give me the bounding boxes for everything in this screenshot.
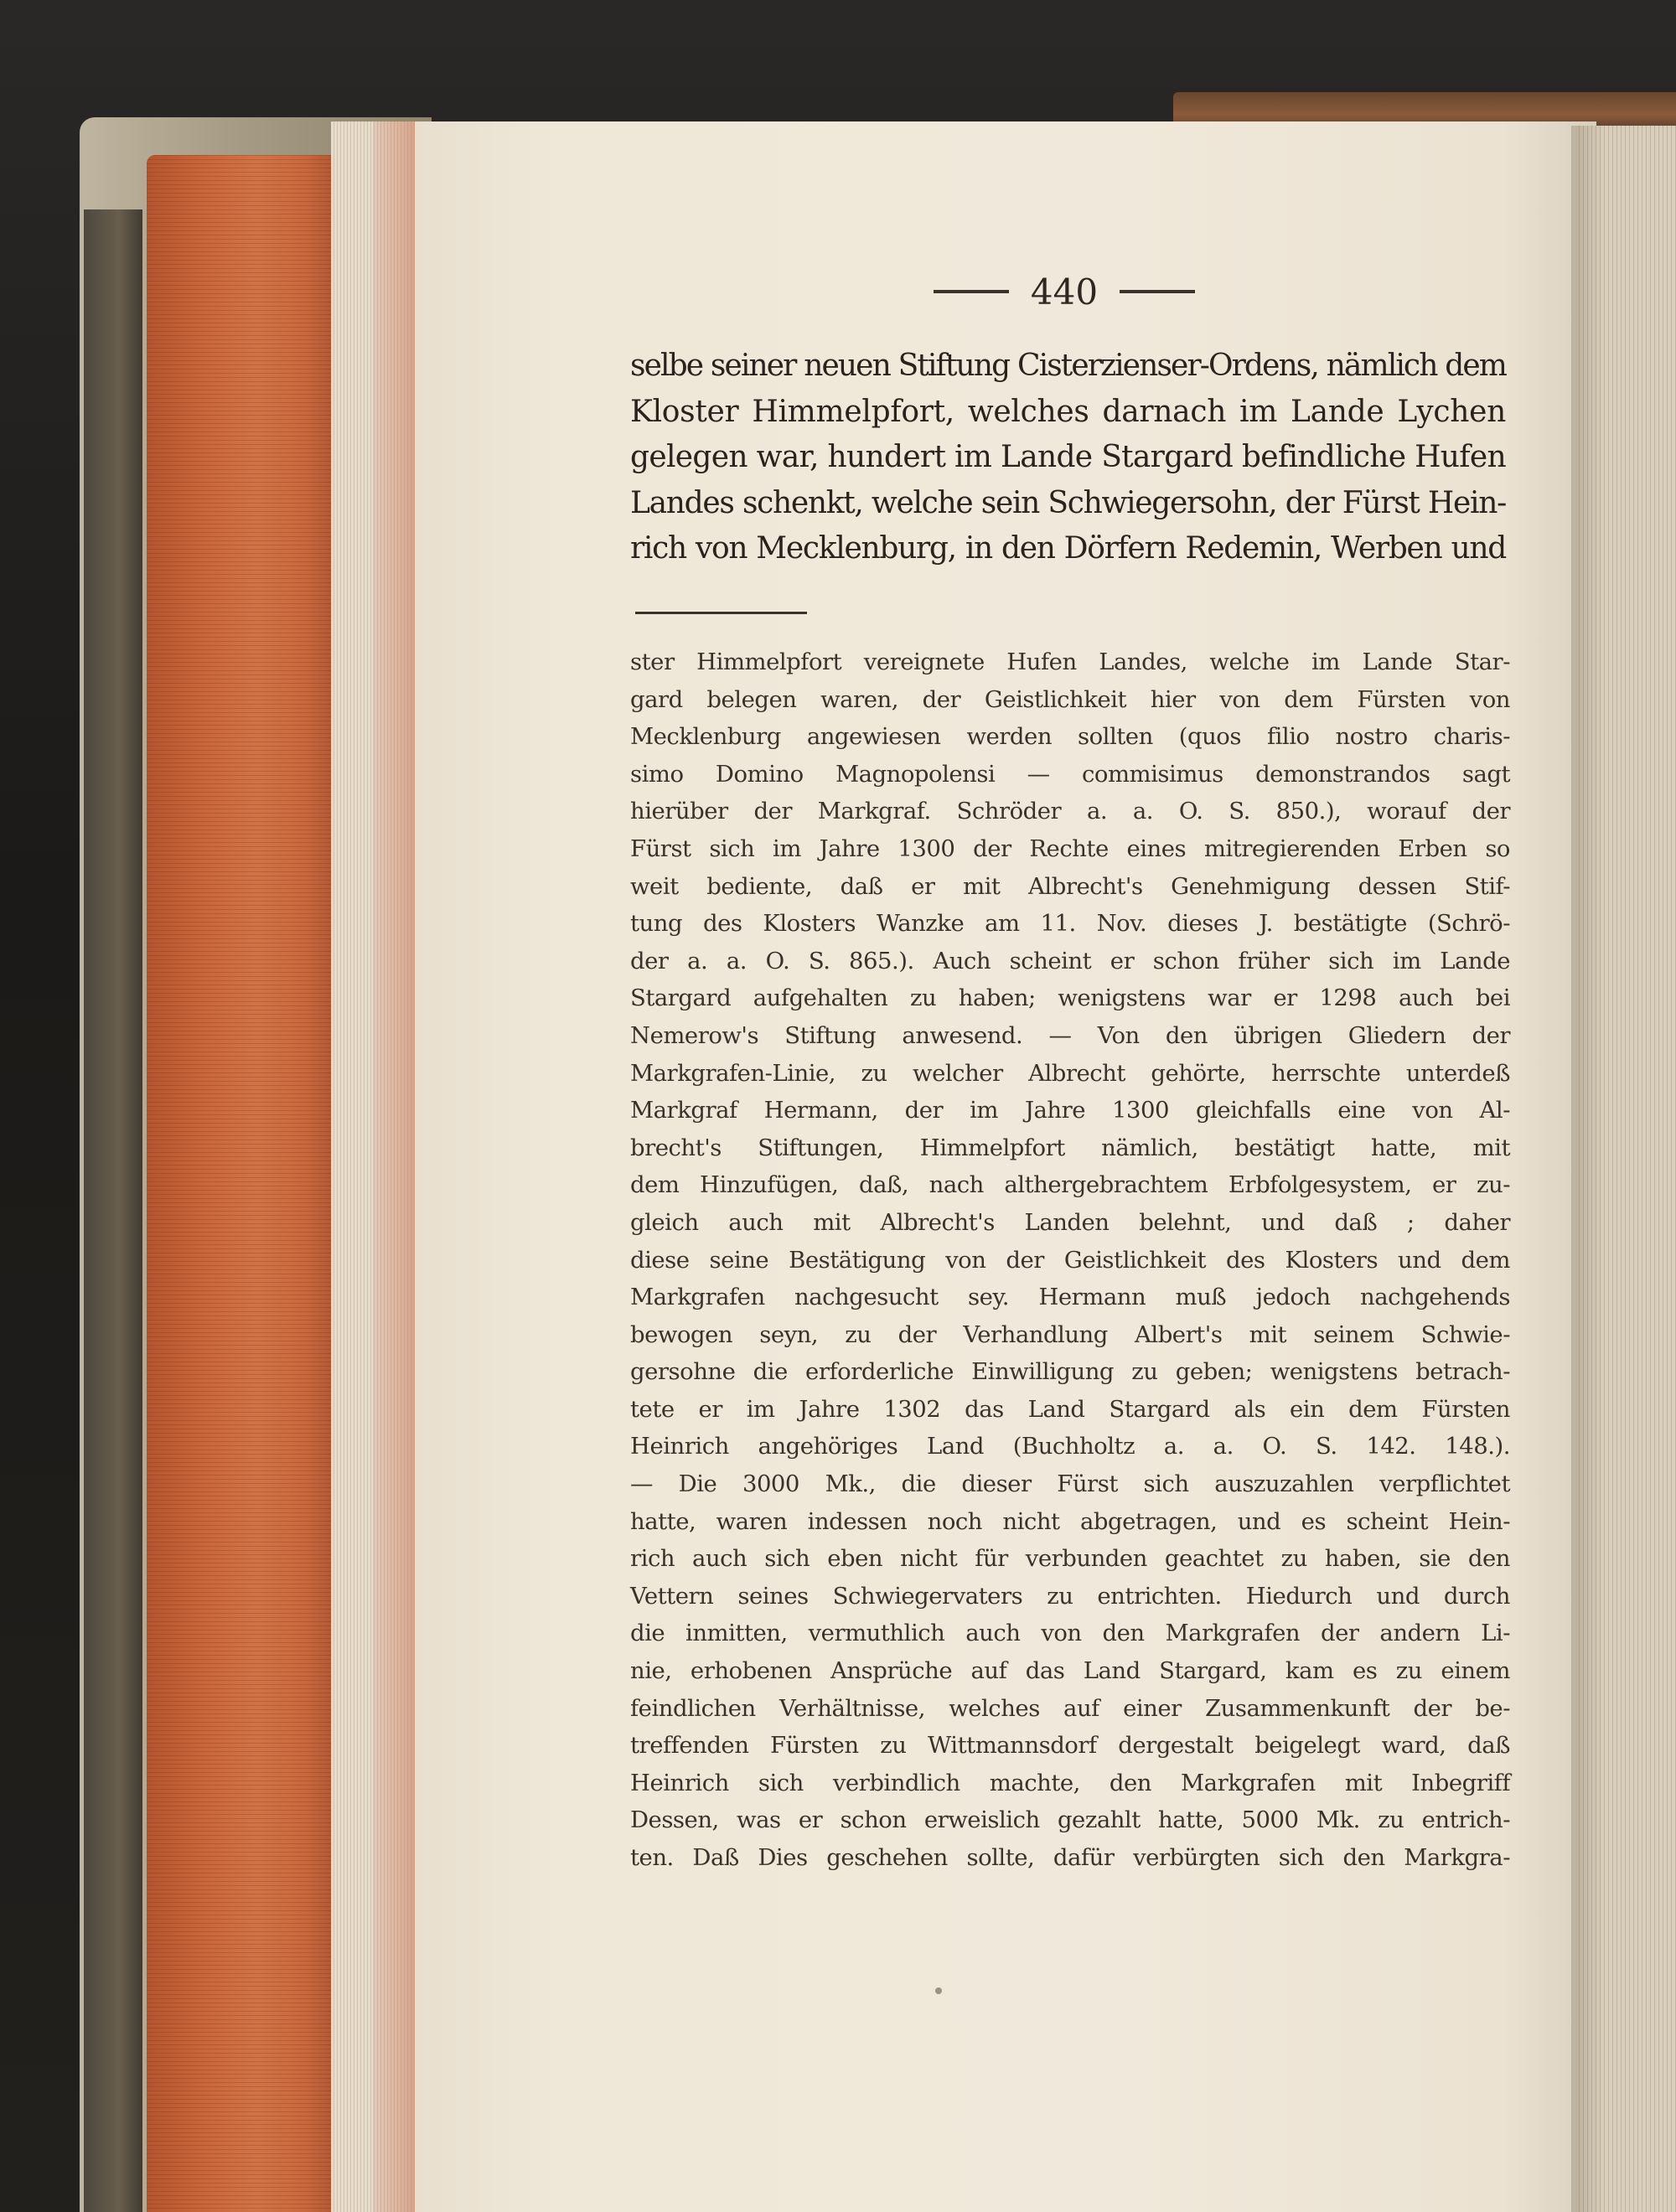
footnote-line: diese seine Bestätigung von der Geistlichkeit des Klosters und dem (630, 1246, 1510, 1274)
footnote-line: gleich auch mit Albrecht's Landen belehnt, und daß ; daher (630, 1208, 1510, 1236)
footnote-line: gard belegen waren, der Geistlichkeit hier von dem Fürsten von (630, 685, 1510, 713)
header-rule-left (934, 290, 1009, 293)
page-header (922, 266, 1207, 317)
footnote-line: Heinrich sich verbindlich machte, den Markgrafen mit Inbegriff (630, 1769, 1510, 1796)
footnote-line: nie, erhobenen Ansprüche auf das Land Stargard, kam es zu einem (630, 1657, 1510, 1685)
footnote-line: hatte, waren indessen noch nicht abgetragen, und es scheint Hein- (630, 1507, 1510, 1535)
header-rule-right (1120, 290, 1195, 293)
paper-spot (935, 1987, 942, 1994)
footnote-line: Markgrafen-Linie, zu welcher Albrecht gehörte, herrschte unterdeß (630, 1059, 1510, 1087)
footnote-line: die inmitten, vermuthlich auch von den Markgrafen der andern Li- (630, 1620, 1510, 1647)
footnote-line: dem Hinzufügen, daß, nach althergebrachtem Erbfolgesystem, er zu- (630, 1171, 1510, 1199)
cover-worn-edge (84, 209, 142, 2212)
footnote-separator (635, 612, 807, 614)
footnote-line: ten. Daß Dies geschehen sollte, dafür verbürgten sich den Markgra- (630, 1844, 1510, 1871)
page-number: 440 (1030, 271, 1099, 313)
main-line: gelegen war, hundert im Lande Stargard befindliche Hufen (630, 440, 1506, 474)
main-line: Kloster Himmelpfort, welches darnach im Lande Lychen (630, 394, 1506, 429)
footnote-line: tete er im Jahre 1302 das Land Stargard als ein dem Fürsten (630, 1395, 1510, 1423)
footnote-line: brecht's Stiftungen, Himmelpfort nämlich, bestätigt hatte, mit (630, 1134, 1510, 1161)
footnote-line: simo Domino Magnopolensi — commisimus demonstrandos sagt (630, 760, 1510, 788)
footnote-line: Nemerow's Stiftung anwesend. — Von den übrigen Gliedern der (630, 1021, 1510, 1049)
footnote-line: Mecklenburg angewiesen werden sollten (quos filio nostro charis- (630, 723, 1510, 751)
footnote-line: Dessen, was er schon erweislich gezahlt hatte, 5000 Mk. zu entrich- (630, 1806, 1510, 1834)
main-line: Landes schenkt, welche sein Schwiegersohn, der Fürst Hein- (630, 485, 1506, 520)
footnote-line: weit bediente, daß er mit Albrecht's Genehmigung dessen Stif- (630, 872, 1510, 900)
footnote-block (630, 643, 1510, 1877)
page-gutter (373, 121, 415, 2212)
footnote-line: der a. a. O. S. 865.). Auch scheint er schon früher sich im Lande (630, 947, 1510, 974)
footnote-line: hierüber der Markgraf. Schröder a. a. O. S. 850.), worauf der (630, 798, 1510, 825)
footnote-line: Markgrafen nachgesucht sey. Hermann muß jedoch nachgehends (630, 1284, 1510, 1311)
right-page-shadow (1571, 126, 1605, 2212)
footnote-line: treffenden Fürsten zu Wittmannsdorf dergestalt beigelegt ward, daß (630, 1732, 1510, 1760)
main-text-block (630, 344, 1506, 572)
footnote-line: rich auch sich eben nicht für verbunden geachtet zu haben, sie den (630, 1545, 1510, 1573)
footnote-line: bewogen seyn, zu der Verhandlung Albert's mit seinem Schwie- (630, 1320, 1510, 1348)
footnote-line: feindlichen Verhältnisse, welches auf einer Zusammenkunft der be- (630, 1694, 1510, 1722)
footnote-line: Heinrich angehöriges Land (Buchholtz a. a. O. S. 142. 148.). (630, 1433, 1510, 1460)
footnote-line: tung des Klosters Wanzke am 11. Nov. dieses J. bestätigte (Schrö- (630, 910, 1510, 938)
red-page-edges (147, 155, 331, 2212)
footnote-line: Stargard aufgehalten zu haben; wenigstens war er 1298 auch bei (630, 985, 1510, 1012)
main-line: rich von Mecklenburg, in den Dörfern Redemin, Werben und (630, 531, 1506, 566)
footnote-line: Vettern seines Schwiegervaters zu entrichten. Hiedurch und durch (630, 1582, 1510, 1610)
footnote-line: Markgraf Hermann, der im Jahre 1300 gleichfalls eine von Al- (630, 1097, 1510, 1124)
footnote-line: ster Himmelpfort vereignete Hufen Landes, welche im Lande Star- (630, 649, 1510, 675)
footnote-line: — Die 3000 Mk., die dieser Fürst sich auszuzahlen verpflichtet (630, 1470, 1510, 1498)
footnote-line: gersohne die erforderliche Einwilligung zu geben; wenigstens betrach- (630, 1358, 1510, 1386)
main-line: selbe seiner neuen Stiftung Cisterzienser-Ordens, nämlich dem (630, 349, 1506, 383)
footnote-line: Fürst sich im Jahre 1300 der Rechte eines mitregierenden Erben so (630, 835, 1510, 862)
